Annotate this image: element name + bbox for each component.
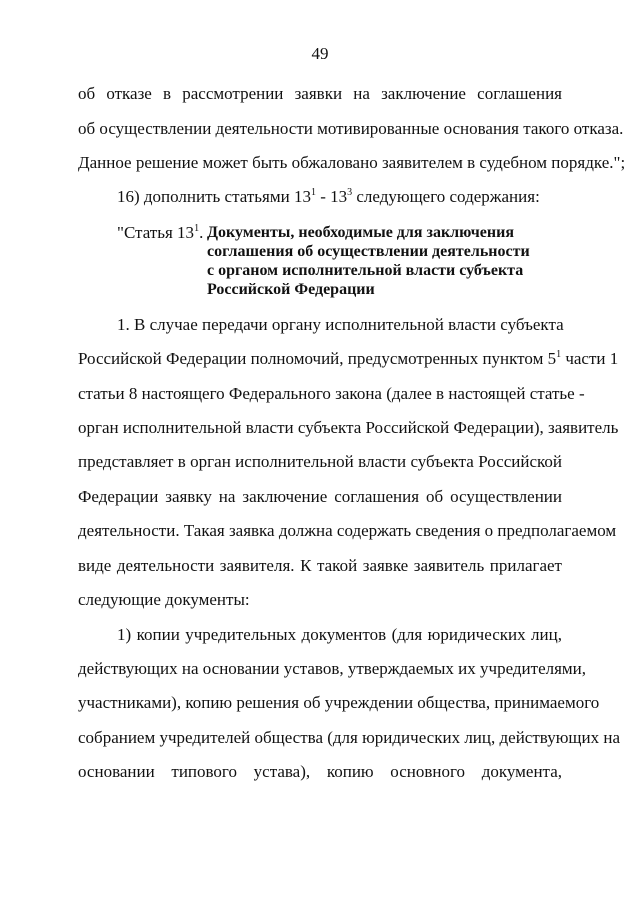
article-label-sup: 1 <box>194 223 200 234</box>
text-line: об отказе в рассмотрении заявки на заключение соглашения <box>78 84 562 103</box>
paragraph-1-line: орган исполнительной власти субъекта Российской Федерации), заявитель <box>78 418 619 437</box>
article-title <box>207 223 547 299</box>
text-line: об осуществлении деятельности мотивированные основания такого отказа. <box>78 119 624 138</box>
article-title-line: с органом исполнительной власти субъекта <box>207 262 524 279</box>
item16-sup1: 1 <box>310 187 316 198</box>
paragraph-1-line: виде деятельности заявителя. К такой заявке заявитель прилагает <box>78 556 562 575</box>
item16-middle: - 13 <box>315 187 348 206</box>
para1-line2-prefix: Российской Федерации полномочий, предусмотренных пунктом 5 <box>78 349 557 368</box>
article-title-line: Документы, необходимые для заключения <box>207 224 514 241</box>
item-1-line: собранием учредителей общества (для юридических лиц, действующих на <box>78 728 620 747</box>
item-1-line: участниками), копию решения об учреждении общества, принимаемого <box>78 693 600 712</box>
paragraph-1-line: деятельности. Такая заявка должна содержать сведения о предполагаемом <box>78 521 617 540</box>
article-title-line: Российской Федерации <box>207 281 375 298</box>
text-line: Данное решение может быть обжаловано заявителем в судебном порядке."; <box>78 153 626 172</box>
paragraph-1-line: представляет в орган исполнительной власти субъекта Российской <box>78 452 562 471</box>
para1-line2-suffix: части 1 <box>561 349 619 368</box>
page-number: 49 <box>311 44 329 63</box>
article-label <box>117 223 203 243</box>
article-title-line: соглашения об осуществлении деятельности <box>207 243 530 260</box>
para1-line2-sup: 1 <box>556 349 562 360</box>
paragraph-1-line: следующие документы: <box>78 590 250 609</box>
amendment-item-16 <box>117 187 562 207</box>
paragraph-1-line: Федерации заявку на заключение соглашения об осуществлении <box>78 487 562 506</box>
item-1-line: действующих на основании уставов, утверждаемых их учредителями, <box>78 659 587 678</box>
item16-prefix: 16) дополнить статьями 13 <box>117 187 311 206</box>
paragraph-1-line: 1. В случае передачи органу исполнительной власти субъекта <box>117 315 564 334</box>
item-1-line: основании типового устава), копию основного документа, <box>78 762 562 781</box>
item-1-line: 1) копии учредительных документов (для юридических лиц, <box>117 625 562 644</box>
article-label-prefix: "Статья 13 <box>117 223 195 242</box>
paragraph-1-line <box>78 349 619 369</box>
item16-sup2: 3 <box>347 187 353 198</box>
item16-suffix: следующего содержания: <box>352 187 540 206</box>
paragraph-1-line: статьи 8 настоящего Федерального закона (далее в настоящей статье - <box>78 384 585 403</box>
article-label-suffix: . <box>199 223 204 242</box>
